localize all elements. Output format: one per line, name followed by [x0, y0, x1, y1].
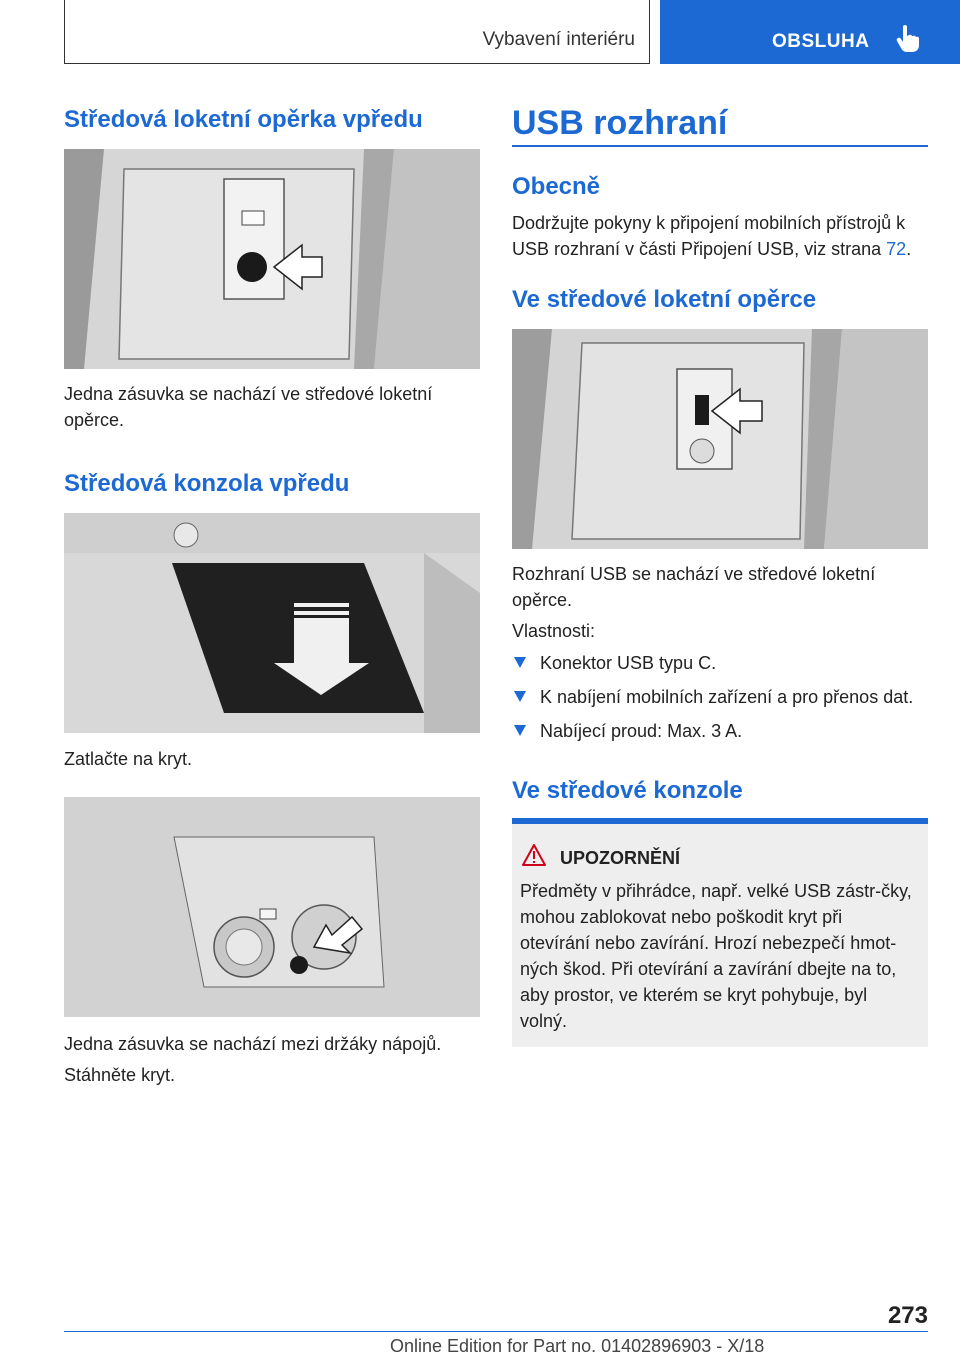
title-underline	[512, 145, 928, 147]
page-link-72[interactable]: 72	[886, 239, 907, 259]
triangle-bullet-icon	[514, 725, 526, 736]
header-tab[interactable]	[660, 0, 960, 64]
general-paragraph	[512, 210, 932, 262]
header-tab-label: OBSLUHA	[772, 31, 870, 52]
cupholder-instruction: Stáhněte kryt.	[64, 1065, 176, 1085]
general-text-end: .	[906, 239, 912, 259]
subsection-general: Obecně	[512, 173, 601, 200]
usb-armrest-photo	[512, 329, 928, 549]
triangle-bullet-icon	[514, 657, 526, 668]
warning-text: Předměty v přihrádce, např. velké USB zástr-čky, mohou zablokovat nebo poškodit kryt při otevírání nebo zavírání. Hrozí nebezpečí hmot-ných škod. Při otevírání a zavírání dbejte na to, aby prostor, ve kterém se kryt pohybuje, byl volný.	[520, 881, 912, 1031]
cupholder-caption: Jedna zásuvka se nachází mezi držáky nápojů.	[64, 1034, 442, 1054]
list-item: Konektor USB typu C.	[512, 650, 932, 676]
list-item: K nabíjení mobilních zařízení a pro přenos dat.	[512, 684, 932, 710]
armrest-photo	[64, 149, 480, 369]
armrest-caption: Jedna zásuvka se nachází ve středové loketní opěrce.	[64, 384, 433, 430]
subsection-console: Ve středové konzole	[512, 777, 743, 804]
subsection-armrest: Ve středové loketní opěrce	[512, 286, 817, 313]
warning-top-bar	[512, 818, 928, 824]
usb-main-title: USB rozhraní	[512, 104, 728, 142]
list-item: Nabíjecí proud: Max. 3 A.	[512, 718, 932, 744]
page-number: 273	[887, 1302, 928, 1329]
footer-edition: Online Edition for Part no. 01402896903 - X/18	[390, 1336, 765, 1356]
usb-armrest-illustration	[512, 329, 928, 549]
header-section-title: Vybavení interiéru	[482, 29, 635, 50]
console-cover-photo	[64, 513, 480, 733]
usb-armrest-caption: Rozhraní USB se nachází ve středové loketní opěrce.	[512, 564, 876, 610]
pointing-hand-icon	[895, 24, 921, 52]
cupholder-photo	[64, 797, 480, 1017]
cupholder-illustration	[64, 797, 480, 1017]
triangle-bullet-icon	[514, 691, 526, 702]
warning-triangle-icon	[522, 844, 546, 866]
console-caption: Zatlačte na kryt.	[64, 749, 193, 769]
properties-list	[512, 650, 932, 744]
properties-label: Vlastnosti:	[512, 621, 596, 641]
console-cover-illustration	[64, 513, 480, 733]
section-title-armrest: Středová loketní opěrka vpředu	[64, 106, 423, 133]
footer-rule	[64, 1331, 928, 1332]
armrest-illustration	[64, 149, 480, 369]
warning-box	[512, 818, 928, 1047]
section-title-console: Středová konzola vpředu	[64, 470, 350, 497]
header-section-box	[64, 0, 650, 64]
warning-title: UPOZORNĚNÍ	[560, 848, 681, 868]
general-text: Dodržujte pokyny k připojení mobilních přístrojů k USB rozhraní v části Připojení USB, viz strana	[512, 213, 906, 259]
